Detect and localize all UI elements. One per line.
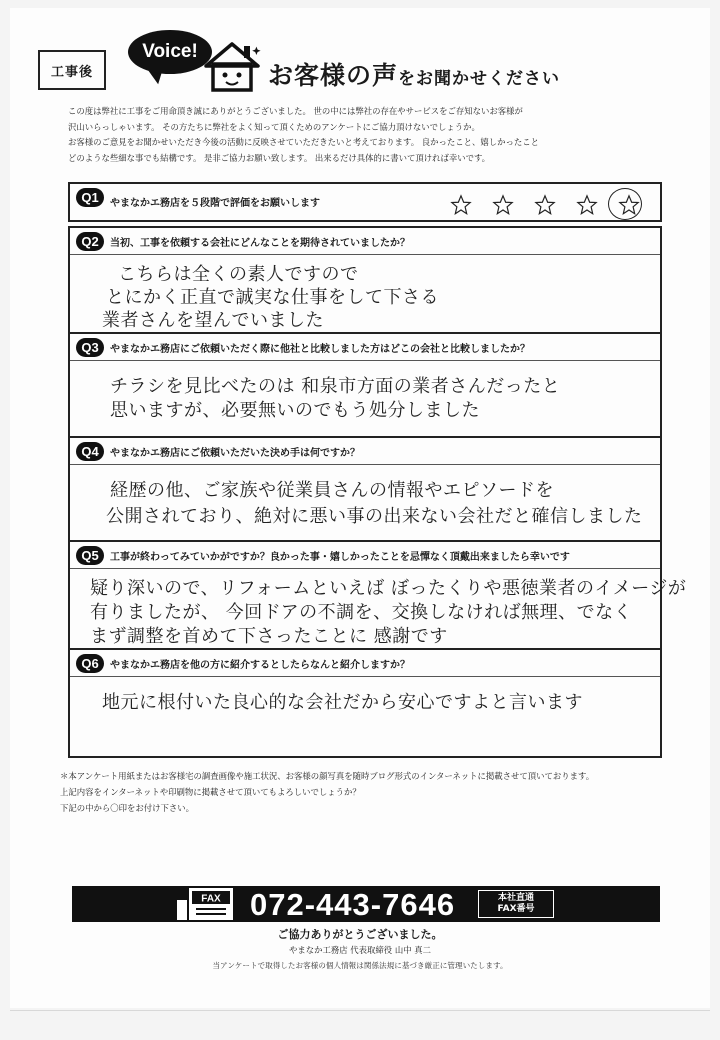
company-signature: やまなか工務店 代表取締役 山中 真二 (289, 945, 431, 955)
star-icon[interactable] (450, 194, 472, 216)
star-icon[interactable] (576, 194, 598, 216)
voice-speech-bubble: Voice! (128, 30, 212, 74)
answer-line: まず調整を首めて下さったことに 感謝です (90, 626, 448, 647)
star-icon[interactable] (492, 194, 514, 216)
answer-line: チラシを見比べたのは 和泉市方面の業者さんだったと (110, 376, 561, 397)
answer-line: 経歴の他、ご家族や従業員さんの情報やエピソードを (110, 480, 554, 501)
question-header (70, 334, 660, 361)
privacy-note: 当アンケートで取得したお客様の個人情報は関係法規に基づき厳正に管理いたします。 (212, 961, 508, 970)
fax-label (478, 890, 554, 918)
question-number: Q5 (76, 546, 104, 565)
intro-text (68, 104, 668, 166)
question-header (70, 228, 660, 255)
intro-line: 沢山いらっしゃいます。 その方たちに弊社をよく知って頂くためのアンケートにご協力頂けないでしょうか。 (68, 121, 480, 132)
answer-line: とにかく正直で誠実な仕事をして下さる (106, 287, 439, 308)
footnote-line: 下記の中から〇印をお付け下さい。 (60, 803, 194, 813)
question-text: やまなかエ務店を５段階で評価をお願いします (110, 198, 320, 209)
question-number: Q6 (76, 654, 104, 673)
selected-rating-circle (608, 188, 642, 220)
fax-number[interactable]: 072-443-7646 (250, 887, 456, 922)
question-text: やまなかエ務店にご依頼いただいた決め手は何ですか？ (110, 448, 360, 459)
thanks-message: ご協力ありがとうございました。 (277, 928, 443, 941)
intro-line: お客様のご意見をお聞かせいただき今後の活動に反映させていただきたいと考えております。 良かったこと、嬉しかったこと (68, 137, 539, 147)
question-6-box (68, 648, 662, 758)
answer-line: 思いますが、必要無いのでもう処分しました (110, 400, 480, 421)
answer-line: 地元に根付いた良心的な会社だから安心ですよと言います (102, 692, 583, 713)
question-text: やまなかエ務店を他の方に紹介するとしたらなんと紹介しますか？ (110, 660, 410, 671)
question-number: Q1 (76, 188, 104, 207)
question-5-box (68, 540, 687, 652)
footnote-line: ＊本アンケート用紙またはお客様宅の調査画像や施工状況、お客様の顔写真を随時ブログ形式のインターネットに掲載させて頂いております。 (60, 771, 595, 781)
fax-bar (72, 886, 660, 922)
page-title (268, 56, 560, 92)
fax-label-line: FAX番号 (497, 904, 535, 914)
svg-text:FAX: FAX (201, 893, 221, 905)
question-header (70, 542, 660, 569)
answer-line: 疑り深いので、リフォームといえば ぼったくりや悪徳業者のイメージが (90, 578, 687, 599)
divider (10, 1010, 710, 1011)
publication-consent-note (60, 768, 690, 816)
intro-line: この度は弊社に工事をご用命頂き誠にありがとうございました。 世の中には弊社の存在やサービスをご存知ないお客様が (68, 106, 523, 116)
intro-line: どのような些細な事でも結構です。 是非ご協力お願い致します。 出来るだけ具体的に書いて頂ければ幸いです。 (68, 152, 491, 163)
house-face-icon (200, 40, 264, 94)
question-number: Q3 (76, 338, 104, 357)
title-sub: をお聞かせください (398, 69, 561, 89)
question-number: Q4 (76, 442, 104, 461)
question-header (70, 438, 660, 465)
question-number: Q2 (76, 232, 104, 251)
question-text: 工事が終わってみていかがですか？良かった事・嬉しかったことを忌憚なく頂戴出来ましたら幸いです (110, 552, 570, 563)
question-header (70, 650, 660, 677)
star-icon[interactable] (534, 194, 556, 216)
question-text: やまなかエ務店にご依頼いただく際に他社と比較しました方はどこの会社と比較しましたか？ (110, 344, 530, 355)
question-3-box (68, 332, 662, 438)
question-2-box (68, 226, 662, 336)
title-main: お客様の声 (268, 61, 399, 90)
question-1-box (68, 182, 662, 222)
answer-line: 有りましたが、 今回ドアの不調を、交換しなければ無理、でなく (90, 602, 633, 623)
answer-line: こちらは全くの素人ですので (118, 264, 359, 285)
fax-label-line: 本社直通 (497, 893, 534, 903)
question-4-box (68, 436, 662, 542)
answer-line: 公開されており、絶対に悪い事の出来ない会社だと確信しました (106, 506, 643, 527)
footnote-line: 上記内容をインターネットや印刷物に掲載させて頂いてもよろしいでしょうか？ (60, 787, 361, 797)
fax-machine-icon (174, 886, 236, 922)
question-text: 当初、工事を依頼する会社にどんなことを期待されていましたか？ (110, 238, 410, 249)
answer-line: 業者さんを望んでいました (102, 310, 324, 331)
after-construction-badge: 工事後 (38, 50, 106, 90)
